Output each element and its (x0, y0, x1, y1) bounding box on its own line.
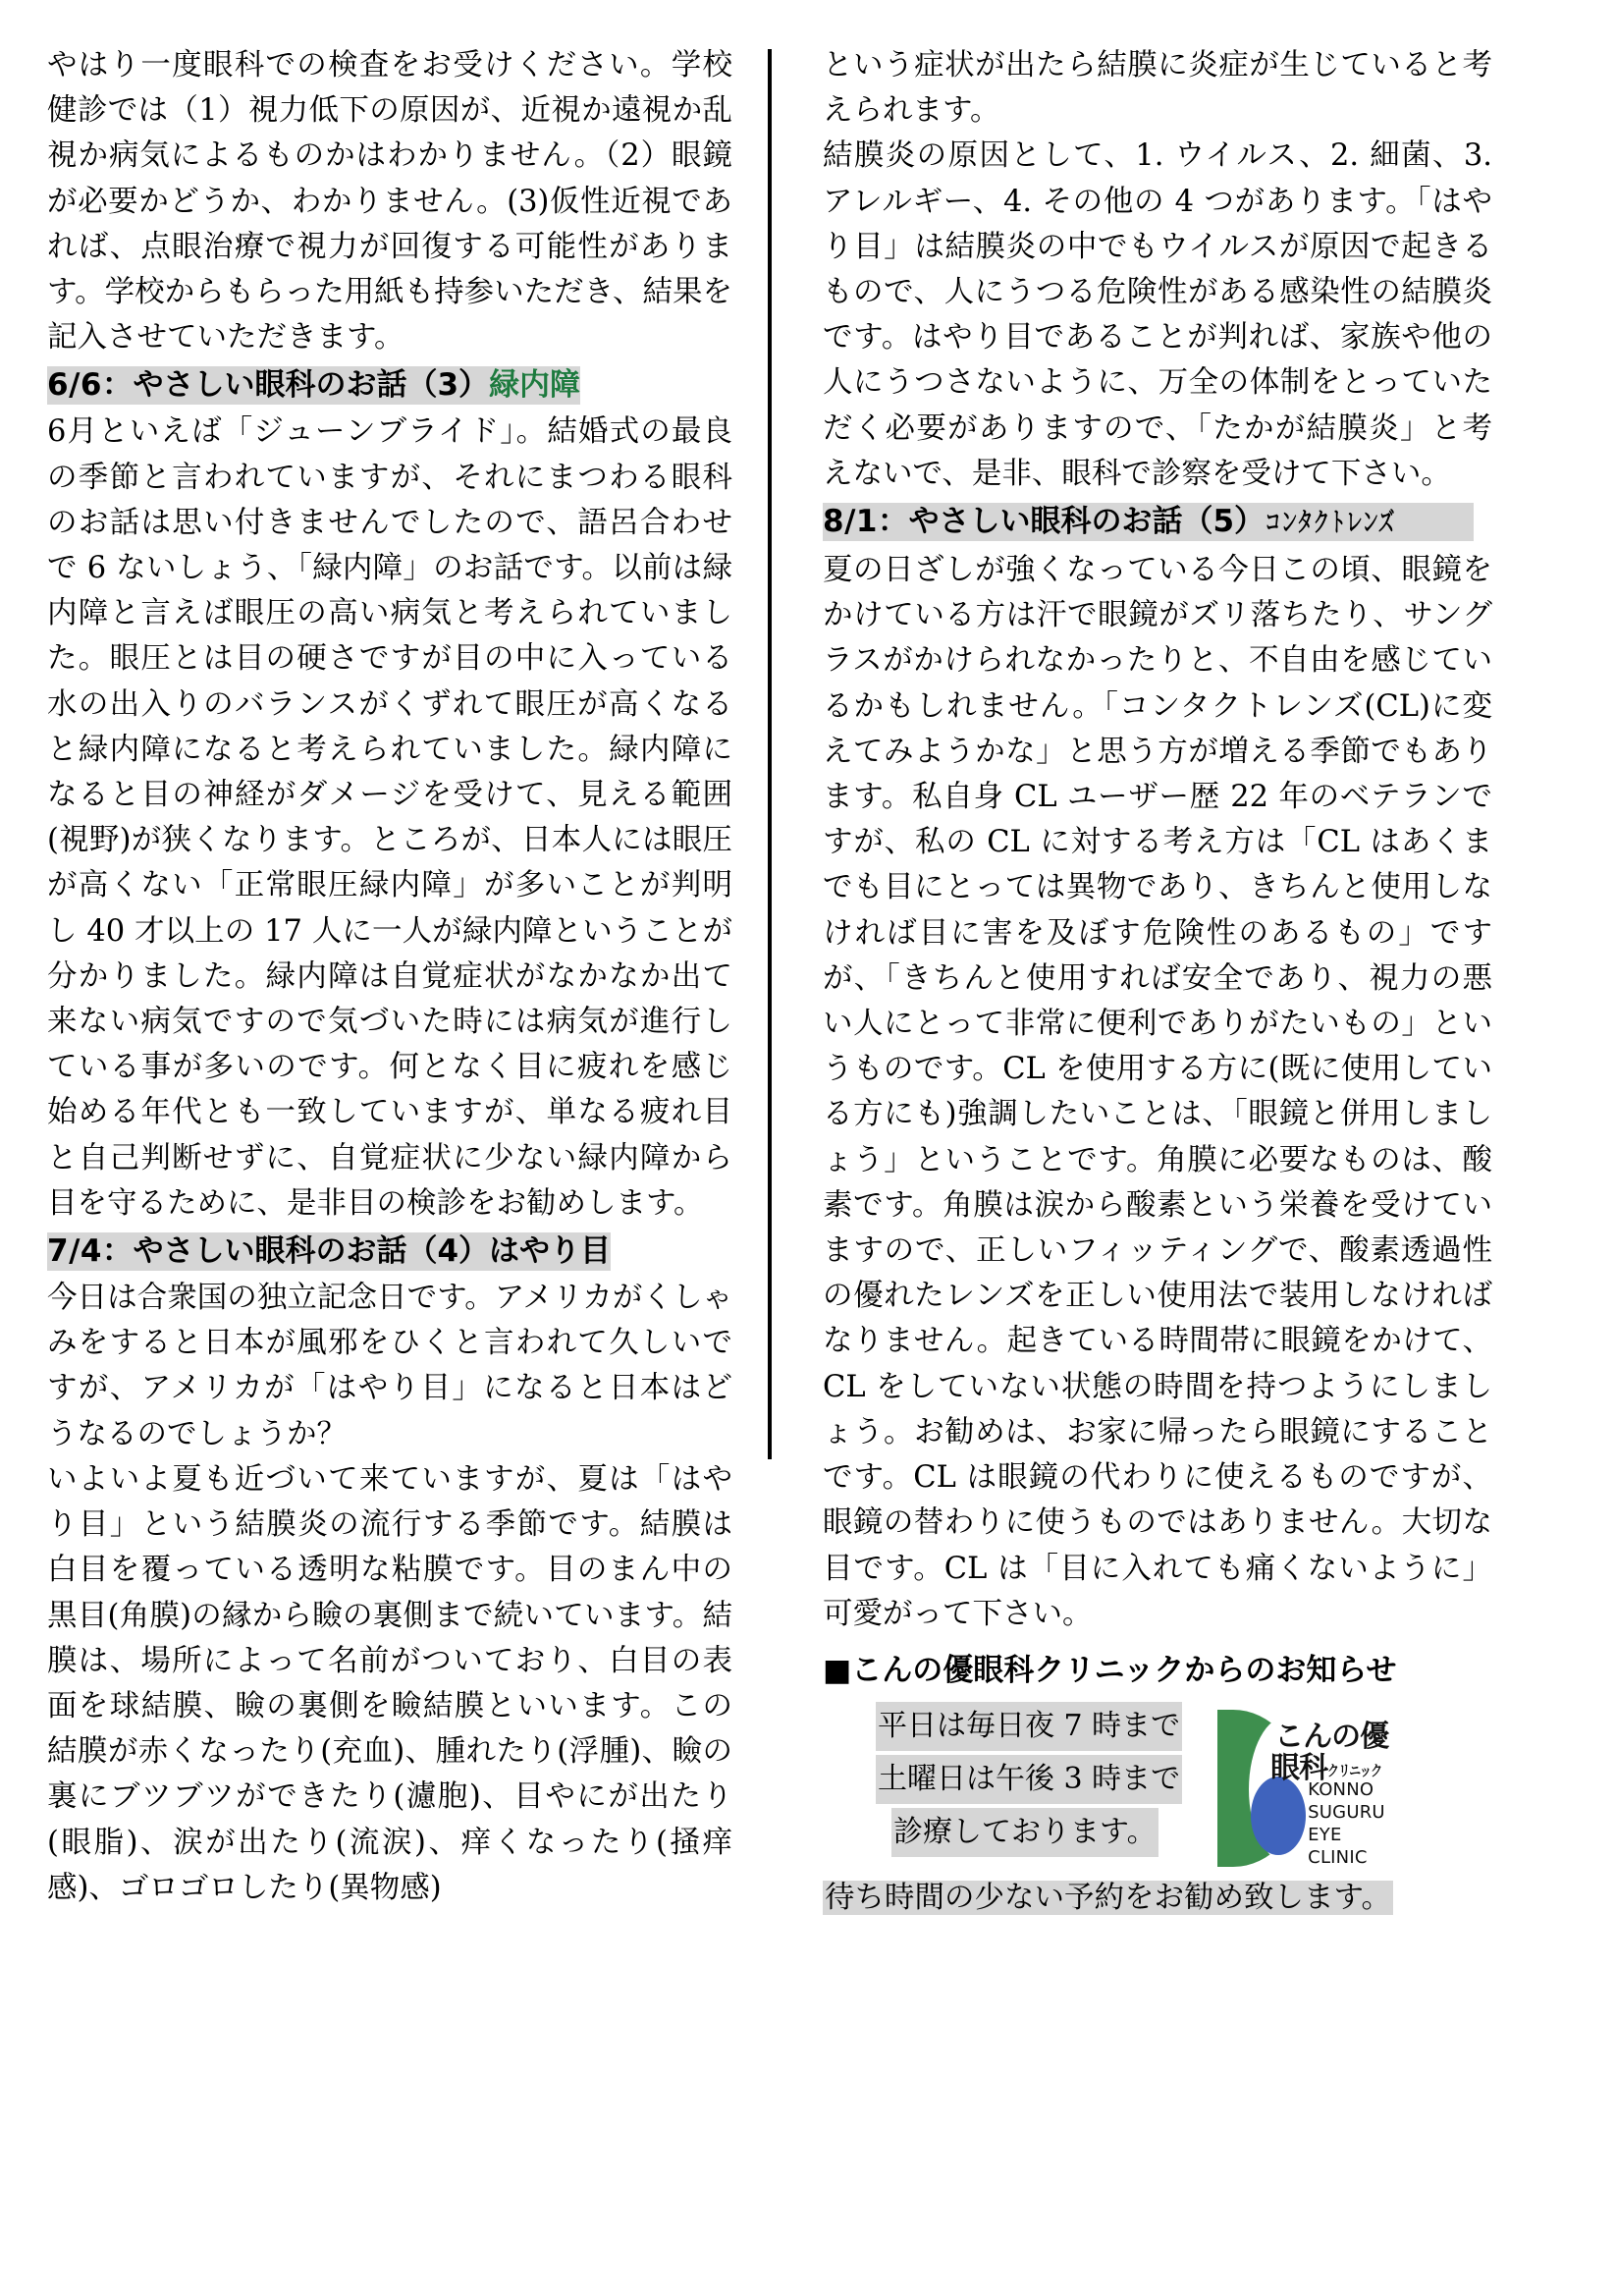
logo-roman-line-4: CLINIC (1308, 1846, 1368, 1868)
hours-line-1: 平日は毎日夜 7 時まで (876, 1702, 1182, 1751)
reservation-footer-text: 待ち時間の少ない予約をお勧め致します。 (825, 1880, 1392, 1915)
pinkeye-body-2: いよいよ夏も近づいて来ていますが、夏は「はやり目」という結膜炎の流行する季節です。結膜は白目を覆っている透明な粘膜です。目のまん中の黒目(角膜)の縁から瞼の裏側まで続いています。結膜は、場所によって名前がついており、白目の表面を球結膜、瞼の裏側を瞼結膜といいます。この結膜が赤くなったり(充血)、腫れたり(浮腫)、瞼の裏にブツブツができたり(濾胞)、目やにが出たり(眼脂)、涙が出たり(流涙)、痒くなったり(掻痒感)、ゴロゴロしたり(異物感) (47, 1461, 732, 1905)
heading-glaucoma-accent: 緑内障 (489, 367, 581, 404)
heading-pinkeye-date: 7/4： (47, 1233, 134, 1270)
intro-paragraph: やはり一度眼科での検査をお受けください。学校健診では（1）視力低下の原因が、近視か遠視か乱視か病気によるものかはわかりません。（2）眼鏡が必要かどうか、わかりません。(3)仮性近視であれば、点眼治療で視力が回復する可能性があります。学校からもらった用紙も持参いただき、結果を記入させていただきます。 (47, 48, 732, 355)
heading-contactlens (823, 499, 1492, 546)
logo-roman-line-3: EYE (1308, 1824, 1342, 1845)
heading-contactlens-accent: コンタクトレンズ (1265, 508, 1395, 539)
glaucoma-body: 6月といえば「ジューンブライド」。結婚式の最良の季節と言われていますが、それにまつわる眼科のお話は思い付きませんでしたので、語呂合わせで 6 ないしょう、「緑内障」のお話です。以前は緑内障と言えば眼圧の高い病気と考えられていました。眼圧とは目の硬さですが目の中に入っている水の出入りのバランスがくずれて眼圧が高くなると緑内障になると考えられていました。緑内障になると目の神経がダメージを受けて、見える範囲(視野)が狭くなります。ところが、日本人には眼圧が高くない「正常眼圧緑内障」が多いことが判明し 40 才以上の 17 人に一人が緑内障ということが分かりました。緑内障は自覚症状がなかなか出て来ない病気ですので気づいた時には病気が進行している事が多いのです。何となく目に疲れを感じ始める年代とも一致していますが、単なる疲れ目と自己判断せずに、自覚症状に少ない緑内障から目を守るために、是非目の検診をお勧めします。 (47, 414, 732, 1221)
heading-pinkeye-accent: はやり目 (489, 1233, 612, 1270)
logo-jp-line-1: こんの優 (1274, 1719, 1389, 1754)
column-divider (768, 49, 772, 1459)
hours-line-3: 診療しております。 (891, 1808, 1158, 1857)
heading-glaucoma-title: やさしい眼科のお話（3） (133, 367, 490, 404)
logo-jp-suffix: クリニック (1327, 1761, 1382, 1779)
conjunctivitis-paragraph: 結膜炎の原因として、1. ウイルス、2. 細菌、3. アレルギー、4. その他の 4 つがあります。「はやり目」は結膜炎の中でもウイルスが原因で起きるもので、人にうつる危険性がある感染性の結膜炎です。はやり目であることが判れば、家族や他の人にうつさないように、万全の体制をとっていただく必要がありますので、「たかが結膜炎」と考えないで、是非、眼科で診察を受けて下さい。 (823, 138, 1492, 491)
logo-roman-line-1: KONNO (1308, 1778, 1374, 1800)
hours-line-2: 土曜日は午後 3 時まで (876, 1755, 1182, 1804)
logo-roman-name (1308, 1778, 1385, 1869)
logo-jp-line-2-main: 眼科 (1270, 1750, 1328, 1785)
heading-glaucoma (47, 362, 732, 408)
heading-glaucoma-date: 6/6： (47, 367, 134, 404)
contactlens-body: 夏の日ざしが強くなっている今日この頃、眼鏡をかけている方は汗で眼鏡がズリ落ちたり、サングラスがかけられなかったりと、不自由を感じているかもしれません。「コンタクトレンズ(CL)に変えてみようかな」と思う方が増える季節でもあります。私自身 CL ユーザー歴 22 年のベテランですが、私の CL に対する考え方は「CL はあくまでも目にとっては異物であり、きちんと使用しなければ目に害を及ぼす危険性のあるもの」ですが、「きちんと使用すれば安全であり、視力の悪い人にとって非常に便利でありがたいもの」というものです。CL を使用する方に(既に使用している方にも)強調したいことは、「眼鏡と併用しましょう」ということです。角膜に必要なものは、酸素です。角膜は涙から酸素という栄養を受けていますので、正しいフィッティングで、酸素透過性の優れたレンズを正しい使用法で装用しなければなりません。起きている時間帯に眼鏡をかけて、CL をしていない状態の時間を持つようにしましょう。お勧めは、お家に帰ったら眼鏡にすることです。CL は眼鏡の代わりに使えるものですが、眼鏡の替わりに使うものではありません。大切な目です。CL は「目に入れても痛くないように」可愛がって下さい。 (823, 553, 1492, 1631)
clinic-hours-block (823, 1702, 1492, 1869)
heading-contactlens-title: やさしい眼科のお話（5） (908, 504, 1266, 540)
logo-roman-line-2: SUGURU (1308, 1801, 1385, 1823)
logo-blue-eye-icon (1251, 1777, 1306, 1855)
heading-contactlens-date: 8/1： (823, 504, 909, 540)
left-column (47, 43, 750, 1911)
pinkeye-body-1: 今日は合衆国の独立記念日です。アメリカがくしゃみをすると日本が風邪をひくと言われて久しいですが、アメリカが「はやり目」になると日本はどうなるのでしょうか？ (47, 1281, 732, 1451)
heading-pinkeye-title: やさしい眼科のお話（4） (133, 1233, 490, 1270)
heading-pinkeye (47, 1229, 732, 1274)
right-column (789, 43, 1492, 1922)
two-column-layout (47, 43, 1569, 2267)
notice-heading: ■こんの優眼科クリニックからのお知らせ (823, 1652, 1397, 1688)
clinic-logo (1210, 1706, 1396, 1869)
clinic-hours-text (876, 1702, 1182, 1861)
reservation-footer (823, 1875, 1492, 1922)
continuation-paragraph: という症状が出たら結膜に炎症が生じていると考えられます。 (823, 48, 1492, 129)
